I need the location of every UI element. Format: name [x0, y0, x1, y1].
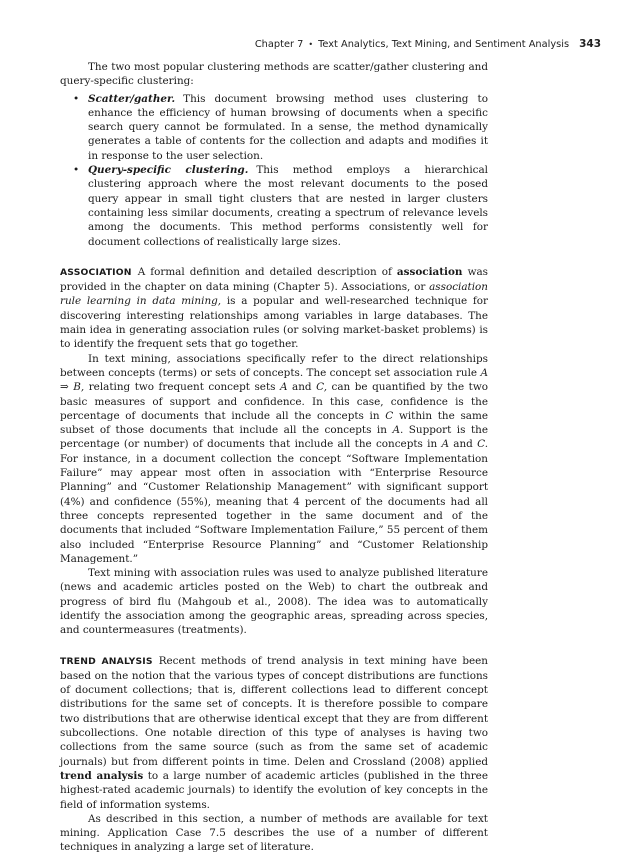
text-run: relating two frequent concept sets — [88, 381, 276, 394]
page-number: 343 — [579, 38, 601, 50]
text-run: and — [292, 381, 312, 394]
association-paragraph-3: Text mining with association rules was used to analyze published literature (news and academic articles posted on the Web) to chart the outbreak and progress of bird flu (Mahgoub et al., 2008). The idea was to automatically identify the association among the geographic areas, spreading across species, and countermeasures (treatments). — [60, 567, 488, 637]
text-run: within the same subset of those documents that include all the concepts in — [60, 409, 488, 437]
association-paragraph-2 — [60, 352, 488, 566]
text-run: was provided in the chapter on data mining (Chapter 5). Associations, or — [60, 265, 488, 294]
formula: A ⇒ B, — [60, 366, 488, 394]
text-run: In text mining, associations specifically refer to the direct relationships between concepts (terms) or sets of concepts. The concept set association rule — [60, 352, 488, 379]
bullet-term: Scatter/gather. — [88, 92, 176, 105]
header-separator: • — [308, 40, 314, 49]
bullet-icon: • — [73, 92, 80, 105]
chapter-title: Text Analytics, Text Mining, and Sentiment Analysis — [318, 39, 570, 50]
text-run: A formal definition and detailed description of — [137, 265, 392, 278]
text-run: can be quantified by the two basic measures of support and confidence. In this case, confidence is the percentage of documents that include all the concepts in — [60, 381, 488, 422]
text-run: Recent methods of trend analysis in text mining have been based on the notion that the various types of concept distributions are functions of document collections; that is, different collections lead to different concept distributions for the same set of concepts. It is therefore possible to compare two distributions that are otherwise identical except that they are from different subcollections. One notable direction of this type of analyses is having two collections from the same source (such as from the same set of academic journals) but from different points in time. Delen and Crossland (2008) applied — [60, 654, 488, 768]
text-run: is a popular and well-researched technique for discovering interesting relationships among variables in large databases. The main idea in generating association rules (or solving market-basket problems) is to identify the frequent sets that go together. — [60, 295, 488, 351]
italic-term: association rule learning in data mining, — [60, 281, 488, 308]
association-section — [60, 265, 488, 638]
intro-paragraph: The two most popular clustering methods are scatter/gather clustering and query-specific clustering: — [60, 61, 488, 88]
section-heading-trend-analysis: TREND ANALYSIS — [60, 655, 153, 667]
key-term: trend analysis — [60, 769, 144, 782]
list-item-query-specific — [60, 163, 488, 249]
key-term: association — [396, 265, 463, 278]
text-run: For instance, in a document collection the concept “Software Implementation Failure” may appear most often in association with “Enterprise Resource Planning” and “Customer Relationship Management” with significant support (4%) and confidence (55%), meaning that 4 percent of the documents had all three concepts represented together in the same document and of the documents that included “Software Implementation Failure,” 55 percent of them also included “Enterprise Resource Planning” and “Customer Relationship Management.” — [60, 452, 488, 565]
clustering-methods-list — [60, 92, 488, 249]
variable: C, — [316, 381, 328, 394]
trend-analysis-section — [60, 654, 488, 855]
variable: C. — [477, 438, 489, 451]
bullet-term: Query-specific clustering. — [88, 164, 249, 177]
trend-paragraph-1 — [60, 654, 488, 812]
trend-paragraph-2: As described in this section, a number of methods are available for text mining. Application Case 7.5 describes the use of a number of different techniques in analyzing a large set of literature. — [60, 812, 488, 854]
section-heading-association: ASSOCIATION — [60, 266, 132, 278]
text-run: Support is the percentage (or number) of documents that include all the concepts in — [60, 424, 488, 451]
variable: C — [385, 409, 394, 422]
running-head — [255, 38, 601, 52]
page-body — [60, 60, 488, 855]
variable: A. — [392, 424, 404, 437]
chapter-label: Chapter 7 — [254, 39, 304, 50]
bullet-text: This method employs a hierarchical clustering approach where the most relevant documents to the posed query appear in small tight clusters that are nested in larger clusters containing less similar documents, creating a spectrum of relevance levels among the documents. This method performs consistently well for document collections of realistically large sizes. — [88, 164, 488, 248]
variable: A — [441, 438, 449, 451]
bullet-text: This document browsing method uses clustering to enhance the efficiency of human browsing of documents when a specific search query cannot be formulated. In a sense, the method dynamically generates a table of contents for the collection and adapts and modifies it in response to the user selection. — [88, 92, 488, 162]
association-paragraph-1 — [60, 265, 488, 352]
bullet-icon: • — [73, 164, 80, 177]
text-run: to a large number of academic articles (published in the three highest-rated academic journals) to identify the evolution of key concepts in the field of information systems. — [60, 769, 488, 811]
text-run: and — [453, 438, 473, 451]
list-item-scatter-gather — [60, 92, 488, 163]
variable: A — [280, 381, 288, 394]
